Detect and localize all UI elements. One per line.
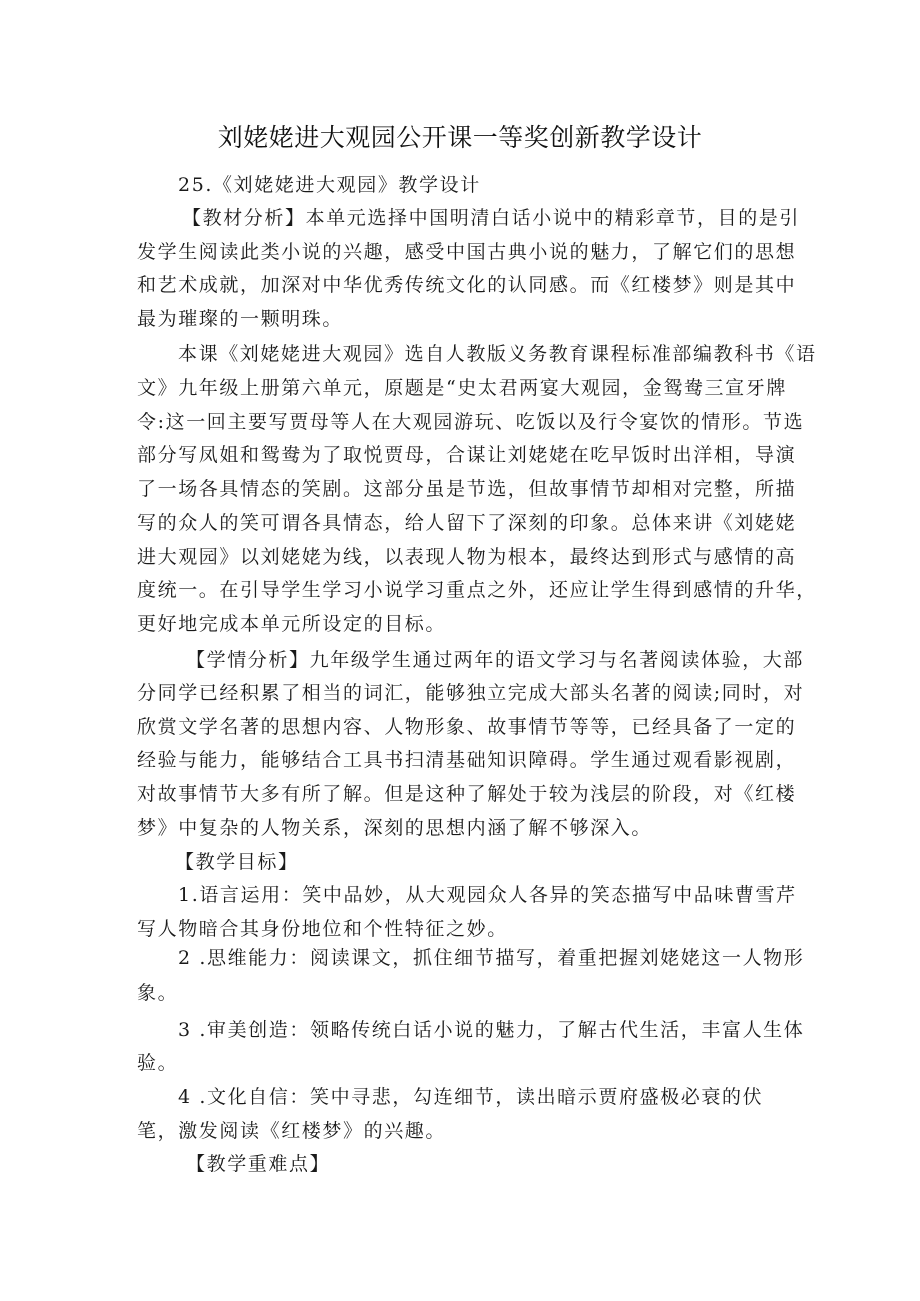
paragraph-line: 【学情分析】九年级学生通过两年的语文学习与名著阅读体验，大部 [186, 649, 805, 671]
paragraph-line: 梦》中复杂的人物关系，深刻的思想内涵了解不够深入。 [137, 817, 653, 839]
paragraph-line: 对故事情节大多有所了解。但是这种了解处于较为浅层的阶段，对《红楼 [137, 783, 797, 805]
paragraph-line: 令:这一回主要写贾母等人在大观园游玩、吃饭以及行令宴饮的情形。节选 [137, 411, 805, 433]
paragraph-line: 写的众人的笑可谓各具情态，给人留下了深刻的印象。总体来讲《刘姥姥 [137, 512, 797, 534]
paragraph-line: 本课《刘姥姥进大观园》选自人教版义务教育课程标准部编教科书《语 [178, 343, 817, 365]
paragraph-line: 了一场各具情态的笑剧。这部分虽是节选，但故事情节却相对完整，所描 [137, 478, 797, 500]
lesson-heading: 25.《刘姥姥进大观园》教学设计 [178, 174, 481, 196]
paragraph-line: 欣赏文学名著的思想内容、人物形象、故事情节等等，已经具备了一定的 [137, 716, 797, 738]
paragraph-line: 进大观园》以刘姥姥为线，以表现人物为根本，最终达到形式与感情的高 [137, 546, 797, 568]
paragraph-line: 文》九年级上册第六单元，原题是“史太君两宴大观园，金鸳鸯三宣牙牌 [137, 377, 787, 399]
paragraph-line: 1.语言运用：笑中品妙，从大观园众人各异的笑态描写中品味曹雪芹 [178, 884, 797, 906]
paragraph-line: 【教材分析】本单元选择中国明清白话小说中的精彩章节，目的是引 [182, 207, 801, 229]
paragraph-line: 验。 [137, 1052, 179, 1074]
paragraph-line: 4 .文化自信：笑中寻悲，勾连细节，读出暗示贾府盛极必衰的伏 [178, 1086, 764, 1108]
paragraph-line: 最为璀璨的一颗明珠。 [137, 308, 344, 330]
paragraph-line: 笔，激发阅读《红楼梦》的兴趣。 [137, 1120, 447, 1142]
section-heading: 【教学目标】 [175, 851, 299, 873]
paragraph-line: 发学生阅读此类小说的兴趣，感受中国古典小说的魅力，了解它们的思想 [137, 241, 797, 263]
paragraph-line: 写人物暗合其身份地位和个性特征之妙。 [137, 918, 508, 940]
section-heading: 【教学重难点】 [186, 1153, 331, 1175]
paragraph-line: 分同学已经积累了相当的词汇，能够独立完成大部头名著的阅读;同时，对 [137, 682, 805, 704]
paragraph-line: 经验与能力，能够结合工具书扫清基础知识障碍。学生通过观看影视剧， [137, 749, 797, 771]
paragraph-line: 更好地完成本单元所设定的目标。 [137, 613, 447, 635]
paragraph-line: 和艺术成就，加深对中华优秀传统文化的认同感。而《红楼梦》则是其中 [137, 274, 797, 296]
paragraph-line: 象。 [137, 982, 179, 1004]
paragraph-line: 部分写凤姐和鸳鸯为了取悦贾母，合谋让刘姥姥在吃早饭时出洋相，导演 [137, 444, 797, 466]
paragraph-line: 2 .思维能力：阅读课文，抓住细节描写，着重把握刘姥姥这一人物形 [178, 947, 805, 969]
paragraph-line: 度统一。在引导学生学习小说学习重点之外，还应让学生得到感情的升华， [137, 579, 817, 601]
paragraph-line: 3 .审美创造：领略传统白话小说的魅力，了解古代生活，丰富人生体 [178, 1019, 805, 1041]
document-title: 刘姥姥进大观园公开课一等奖创新教学设计 [217, 123, 703, 152]
